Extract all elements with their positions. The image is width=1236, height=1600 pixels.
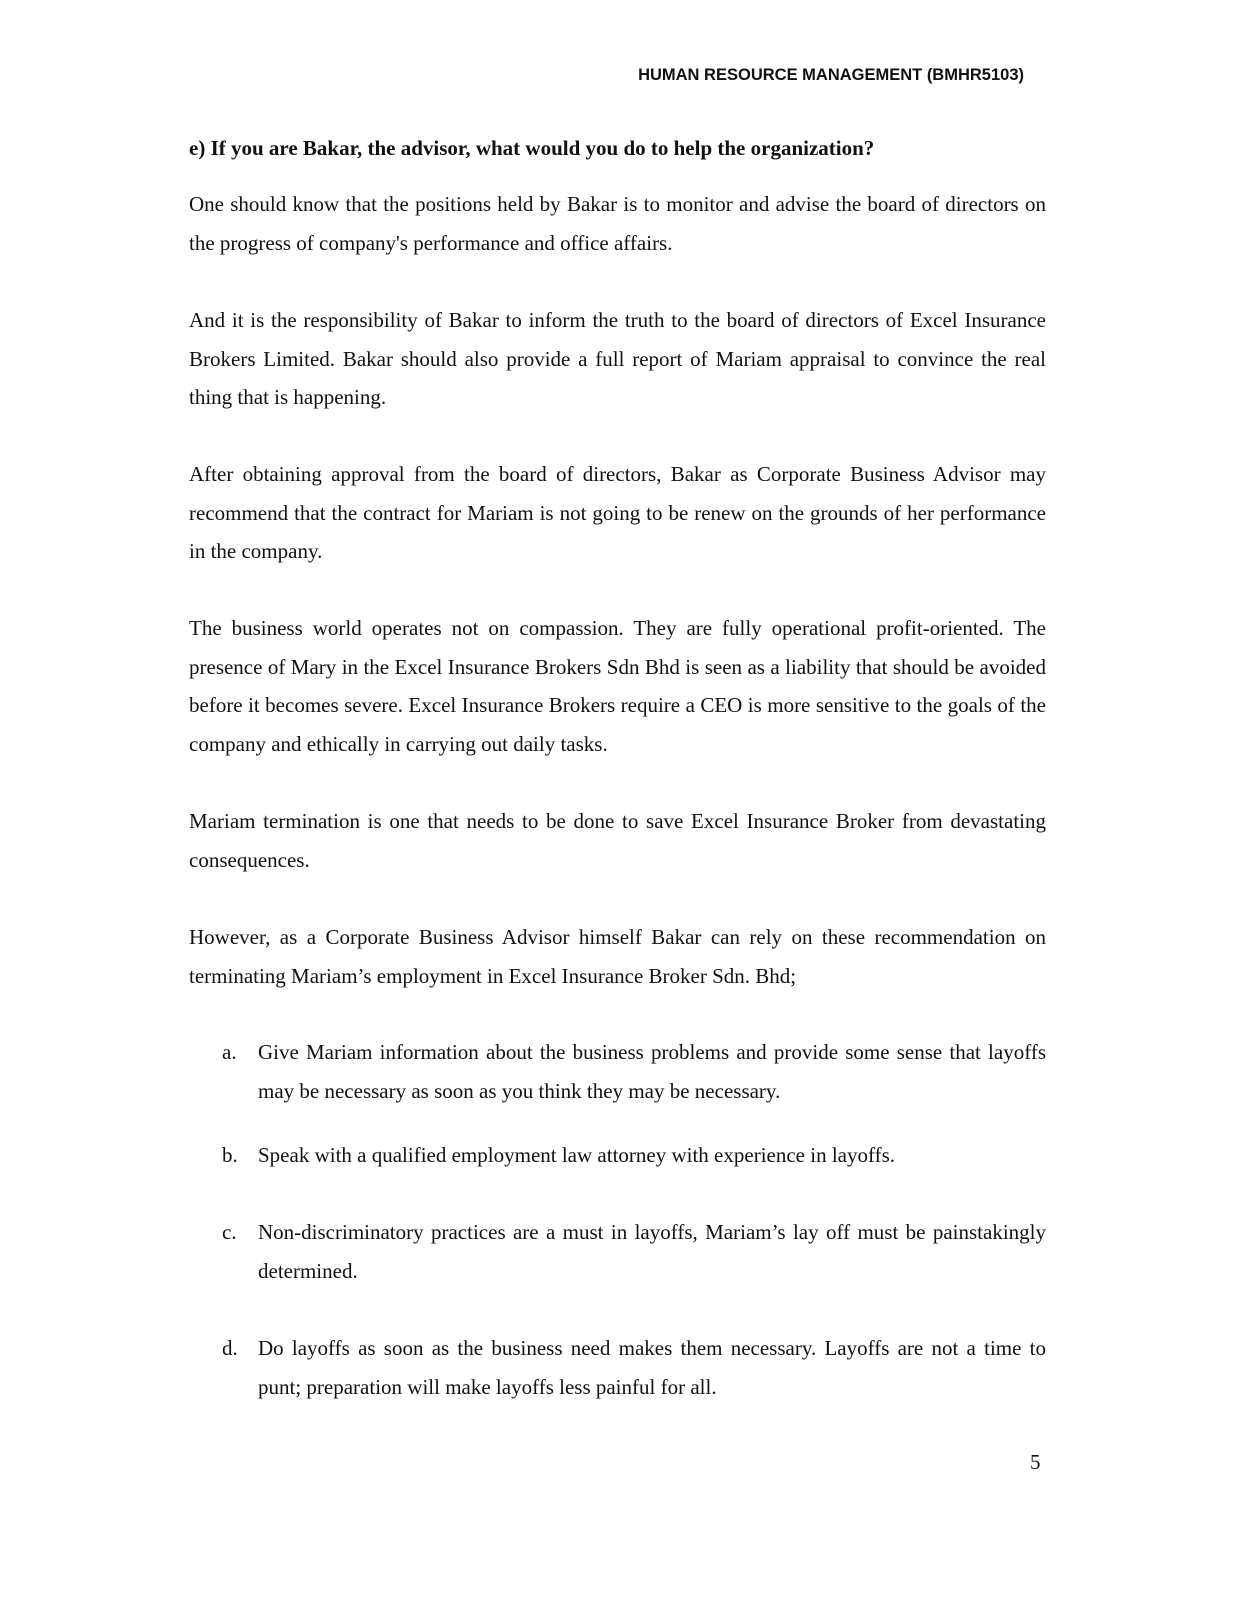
list-text: Non-discriminatory practices are a must in layoffs, Mariam’s lay off must be painstakingly determined.: [258, 1220, 1046, 1283]
list-item: [222, 1213, 1046, 1290]
paragraph: The business world operates not on compassion. They are fully operational profit-oriented. The presence of Mary in the Excel Insurance Brokers Sdn Bhd is seen as a liability that should be avoided before it becomes severe. Excel Insurance Brokers require a CEO is more sensitive to the goals of the company and ethically in carrying out daily tasks.: [189, 616, 1046, 756]
paragraph: And it is the responsibility of Bakar to inform the truth to the board of directors of Excel Insurance Brokers Limited. Bakar should also provide a full report of Mariam appraisal to convince the real thing that is happening.: [189, 308, 1046, 409]
list-item: [222, 1329, 1046, 1406]
list-marker: a.: [222, 1040, 237, 1064]
page-number: 5: [1030, 1450, 1041, 1474]
paragraph: Mariam termination is one that needs to be done to save Excel Insurance Broker from devastating consequences.: [189, 809, 1046, 872]
paragraph: After obtaining approval from the board of directors, Bakar as Corporate Business Advisor may recommend that the contract for Mariam is not going to be renew on the grounds of her performance in the company.: [189, 462, 1046, 563]
list-marker: b.: [222, 1143, 238, 1167]
paragraph: However, as a Corporate Business Advisor himself Bakar can rely on these recommendation on terminating Mariam’s employment in Excel Insurance Broker Sdn. Bhd;: [189, 925, 1046, 988]
paragraph: One should know that the positions held by Bakar is to monitor and advise the board of directors on the progress of company's performance and office affairs.: [189, 192, 1046, 255]
list-item: [222, 1033, 1046, 1110]
list-text: Give Mariam information about the business problems and provide some sense that layoffs may be necessary as soon as you think they may be necessary.: [258, 1040, 1046, 1103]
list-text: Do layoffs as soon as the business need makes them necessary. Layoffs are not a time to punt; preparation will make layoffs less painful for all.: [258, 1336, 1046, 1399]
list-text: Speak with a qualified employment law attorney with experience in layoffs.: [258, 1143, 896, 1167]
list-item: [222, 1136, 1046, 1175]
running-header: HUMAN RESOURCE MANAGEMENT (BMHR5103): [638, 66, 1024, 84]
list-marker: c.: [222, 1220, 237, 1244]
question-heading: e) If you are Bakar, the advisor, what would you do to help the organization?: [189, 136, 875, 160]
list-marker: d.: [222, 1336, 238, 1360]
